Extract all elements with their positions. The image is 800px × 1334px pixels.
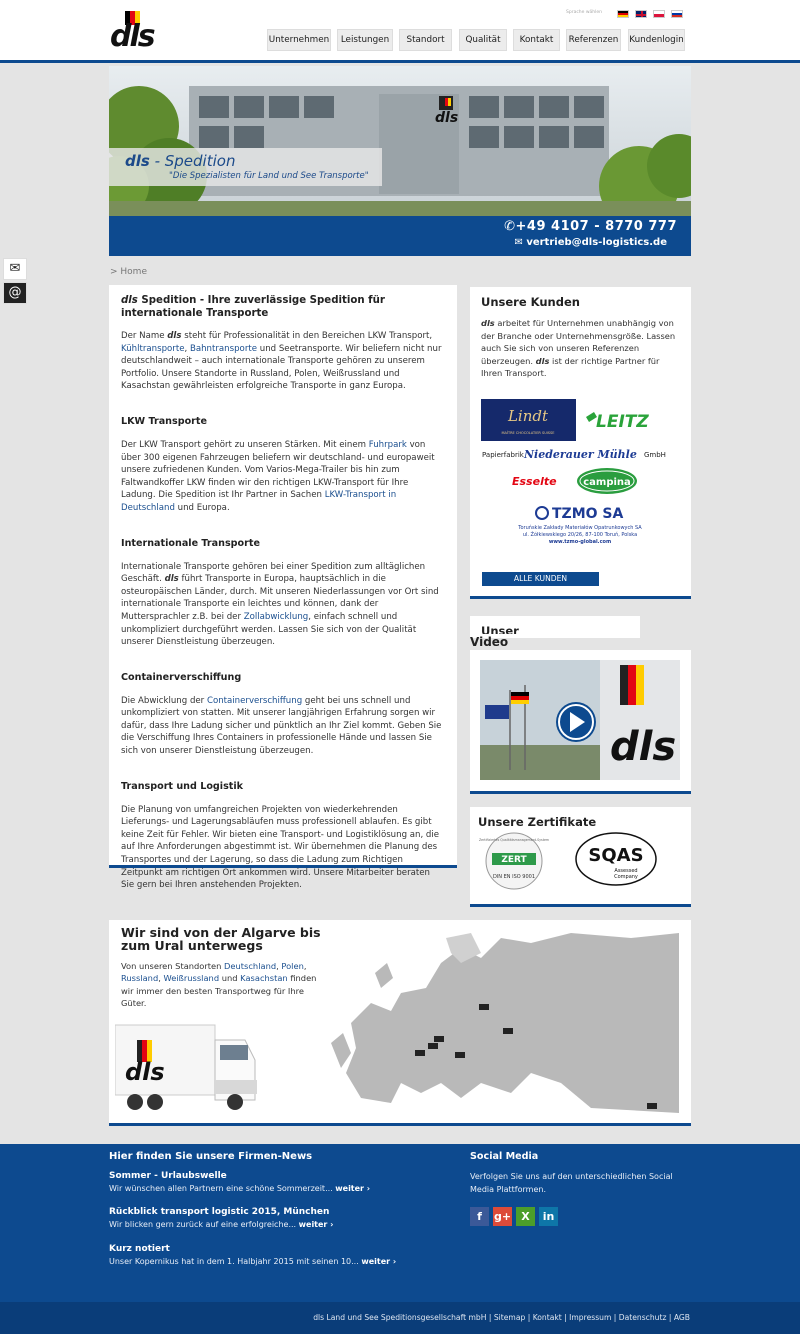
news-title: Hier finden Sie unsere Firmen-News (109, 1151, 313, 1162)
svg-text:Toruńskie Zakłady Materiałów O: Toruńskie Zakłady Materiałów Opatrunkowych SA (518, 525, 642, 531)
inline-link[interactable]: Bahntransporte (189, 343, 258, 354)
nav-standort[interactable]: Standort (399, 29, 452, 51)
news-item (109, 1244, 396, 1266)
mail-icon: ✉ (514, 237, 527, 248)
nav-qualitaet[interactable]: Qualität (459, 29, 507, 51)
all-customers-button[interactable]: ALLE KUNDEN (482, 572, 599, 586)
google-plus-icon[interactable]: g+ (493, 1207, 512, 1226)
hero-building-image (109, 66, 691, 216)
at-contact-icon[interactable]: @ (3, 282, 27, 304)
hero-title: dls - Spedition (125, 152, 236, 170)
inline-link[interactable]: Fuhrpark (368, 439, 407, 450)
text-run: , (158, 973, 164, 984)
section-body (121, 804, 445, 892)
video-title: Video (470, 635, 509, 649)
svg-text:www.tzmo-global.com: www.tzmo-global.com (548, 539, 612, 545)
read-more-link[interactable]: weiter › (361, 1257, 397, 1266)
flag-pl-icon[interactable] (653, 10, 665, 18)
text-run: und Europa. (174, 502, 230, 513)
text-run: finden wir immer den besten Transportweg für Ihre Güter. (121, 973, 317, 1009)
section-body (121, 695, 445, 758)
inline-link[interactable]: Containerverschiffung (206, 695, 303, 706)
kontakt-link[interactable]: Kontakt (532, 1313, 562, 1322)
video-player[interactable] (480, 660, 680, 780)
text-run: arbeitet für Unternehmen unabhängig von der Branche oder Unternehmensgröße. Lassen auch Sie sich von unseren Referenzen überzeugen. (481, 318, 676, 366)
customers-title: Unsere Kunden (481, 295, 580, 309)
language-label: Sprache wählen (566, 10, 603, 15)
brand-text: dls (164, 574, 179, 585)
europe-map[interactable] (331, 933, 679, 1113)
email-address[interactable]: ✉ vertrieb@dls-logistics.de (514, 237, 667, 248)
agb-link[interactable]: AGB (673, 1313, 690, 1322)
inline-link[interactable]: LKW-Transport in Deutschland (121, 490, 397, 513)
video-title-hidden: Unser (481, 624, 519, 634)
read-more-link[interactable]: weiter › (298, 1220, 334, 1229)
news-item (109, 1171, 370, 1193)
main-article (109, 285, 457, 891)
text-run: Die Planung von umfangreichen Projekten von wiederkehrenden Lieferungs- und Lagerungsabläufen muss professionell ablaufen. Es gibt keine Zeit für Fehler. Wir bieten eine Transport- und Logistiklösung an, die auf Ihre Anforderungen abgestimmt ist. Wir übernehmen die Planung des Transportes und der Lagerung, so dass die Ladung zum Richtigen Zeitpunkt am richtigen Ort ankommen wird. Unsere Mitarbeiter beraten Sie gern bei Ihren anstehenden Projekten. (121, 804, 440, 891)
read-more-link[interactable]: weiter › (335, 1184, 371, 1193)
truck-image (115, 1020, 275, 1120)
footer (0, 1144, 800, 1302)
flag-de-icon[interactable] (617, 10, 629, 18)
text-run: ist der richtige Partner für Ihren Transport. (481, 355, 660, 379)
locations-section (109, 920, 691, 1126)
nav-leistungen[interactable]: Leistungen (337, 29, 393, 51)
svg-text:dls: dls (435, 110, 459, 126)
social-media-title: Social Media (470, 1151, 539, 1162)
svg-text:SQAS: SQAS (588, 845, 644, 866)
text-run: , (303, 961, 307, 971)
section-body (121, 439, 445, 515)
nav-kundenlogin[interactable]: Kundenlogin (628, 29, 685, 51)
svg-text:MAÎTRE CHOCOLATIER SUISSE: MAÎTRE CHOCOLATIER SUISSE (501, 431, 555, 435)
certificates-box (470, 807, 691, 907)
svg-text:Esselte: Esselte (512, 475, 557, 488)
news-item-snippet: Unser Kopernikus hat in dem 1. Halbjahr 2015 mit seinen 10... (109, 1257, 359, 1266)
svg-text:Lindt: Lindt (507, 407, 549, 425)
svg-text:dls: dls (610, 724, 677, 770)
section-heading: Containerverschiffung (121, 671, 242, 683)
inline-link[interactable]: Kühltransporte (121, 343, 185, 354)
locations-title: Wir sind von der Algarve bis zum Ural unterwegs (121, 925, 321, 953)
svg-text:Assessed: Assessed (614, 868, 638, 874)
flag-gb-icon[interactable] (635, 10, 647, 18)
text-run: Internationale Transporte gehören bei einer Spedition zum alltäglichen Geschäft. (121, 561, 426, 585)
text-run: steht für Professionalität in den Bereichen LKW Transport, (181, 331, 433, 341)
text-run: , (276, 961, 282, 971)
article-title: dls Spedition - Ihre zuverlässige Spedition für internationale Transporte (121, 295, 385, 319)
text-run: und (219, 973, 241, 984)
phone-number[interactable]: ✆+49 4107 - 8770 777 (504, 219, 677, 234)
certificate-badges (476, 831, 676, 891)
inline-link[interactable]: Deutschland (224, 961, 277, 971)
brand-text: dls (481, 318, 495, 328)
text-run: führt Transporte in Europa, hauptsächlich in die osteuropäischen Länder, durch. Mit unseren Niederlassungen vor Ort sind internationale Transporte ein leichtes und können, dank der Muttersprachler z.B. bei der (121, 574, 439, 622)
inline-link[interactable]: Polen (281, 961, 304, 971)
locations-text (121, 960, 331, 1010)
linkedin-icon[interactable]: in (539, 1207, 558, 1226)
section-heading: LKW Transporte (121, 415, 207, 427)
text-run: Der Name (121, 331, 168, 341)
svg-text:Niederauer Mühle: Niederauer Mühle (524, 448, 637, 461)
hero-subtitle: "Die Spezialisten für Land und See Transporte" (169, 171, 369, 181)
site-header (0, 0, 800, 63)
news-item (109, 1207, 333, 1229)
video-box (470, 650, 691, 794)
svg-text:Company: Company (614, 874, 638, 880)
svg-text:campina: campina (583, 477, 631, 488)
text-run: Der LKW Transport gehört zu unseren Stärken. Mit einem (121, 439, 369, 450)
text-run: , (184, 343, 190, 354)
bottom-links: dls Land und See Speditionsgesellschaft mbH | Sitemap | Kontakt | Impressum | Datenschutz | AGB (313, 1313, 690, 1322)
impressum-link[interactable]: Impressum (569, 1313, 612, 1322)
svg-text:TZMO SA: TZMO SA (552, 506, 624, 522)
hero-caption (109, 148, 382, 186)
svg-text:dls: dls (110, 19, 154, 50)
inline-link[interactable]: Russland (121, 973, 159, 984)
hero-banner (109, 66, 691, 216)
contact-bar (109, 216, 691, 256)
svg-text:dls: dls (125, 1058, 165, 1086)
svg-text:DIN EN ISO 9001: DIN EN ISO 9001 (492, 874, 536, 880)
customers-text (481, 317, 680, 380)
svg-text:ZERT: ZERT (501, 855, 527, 865)
text-run: Von unseren Standorten (121, 961, 225, 971)
text-run: und Seetransporte. Wir beliefern nicht nur deutschlandweit – auch internationale Transporte gehören zu unserem Portfolio. Unsere Standorte in Russland, Polen, Weißrussland und Kasachstan gewährleisten erfolgreiche Transporte in ganz Europa. (121, 343, 442, 392)
text-run: von über 300 eigenen Fahrzeugen beliefern wir deutschland- und europaweit unsere zufriedenen Kunden. Vom Varios-Mega-Trailer bis hin zum Faltwandkoffer LKW finden wir den richtigen LKW-Transport für Ihre Ladung. Die Spedition ist Ihr Partner in Sachen (121, 439, 435, 501)
datenschutz-link[interactable]: Datenschutz (618, 1313, 667, 1322)
news-item-title: Kurz notiert (109, 1244, 170, 1254)
inline-link[interactable]: Zollabwicklung (243, 611, 309, 622)
news-item-title: Sommer - Urlaubswelle (109, 1171, 227, 1181)
social-media-text: Verfolgen Sie uns auf den unterschiedlichen Social Media Plattformen. (470, 1172, 673, 1194)
news-item-title: Rückblick transport logistic 2015, München (109, 1207, 330, 1217)
section-body (121, 561, 445, 649)
section-heading: Transport und Logistik (121, 780, 244, 792)
xing-icon[interactable]: X (516, 1207, 535, 1226)
nav-unternehmen[interactable]: Unternehmen (267, 29, 331, 51)
company-name: dls Land und See Speditionsgesellschaft mbH (313, 1313, 487, 1322)
certificates-title: Unsere Zertifikate (478, 815, 597, 829)
envelope-icon[interactable]: ✉ (3, 258, 27, 280)
brand-text: dls (167, 331, 182, 341)
article-intro (121, 330, 445, 393)
flag-ru-icon[interactable] (671, 10, 683, 18)
inline-link[interactable]: Weißrussland (163, 973, 220, 984)
text-run: geht bei uns schnell und unkompliziert von statten. Mit unserer langjährigen Erfahrung sorgen wir dafür, dass Ihre Ladung sicher und pünktlich an Ihr Ziel kommt. Geben Sie die Verschiffung Ihres Containers in professionelle Hände und lassen Sie sich von unserer Dienstleistung überzeugen. (121, 695, 442, 757)
news-item-snippet: Wir blicken gern zurück auf eine erfolgreiche... (109, 1220, 297, 1229)
customers-box (470, 287, 691, 599)
phone-icon: ✆ (504, 219, 516, 234)
play-icon[interactable] (558, 704, 594, 740)
section-heading: Internationale Transporte (121, 537, 260, 549)
text-run: Die Abwicklung der (121, 695, 207, 706)
nav-kontakt[interactable]: Kontakt (513, 29, 560, 51)
svg-text:GmbH: GmbH (644, 451, 666, 459)
sitemap-link[interactable]: Sitemap (493, 1313, 526, 1322)
breadcrumb: > Home (110, 267, 147, 277)
news-item-snippet: Wir wünschen allen Partnern eine schöne Sommerzeit... (109, 1184, 333, 1193)
svg-text:Zertifiziertes Qualitätsmanage: Zertifiziertes Qualitätsmanagement-System (478, 838, 550, 842)
customer-logos (480, 397, 680, 552)
dls-logo[interactable] (110, 10, 174, 50)
nav-referenzen[interactable]: Referenzen (566, 29, 621, 51)
inline-link[interactable]: Kasachstan (240, 973, 288, 984)
facebook-icon[interactable]: f (470, 1207, 489, 1226)
article-sections (121, 416, 445, 892)
svg-text:LEITZ: LEITZ (596, 412, 649, 432)
svg-text:Papierfabrik: Papierfabrik (482, 451, 524, 459)
bottom-bar (0, 1302, 800, 1334)
brand-text: dls (535, 355, 550, 366)
text-run: , einfach schnell und unkompliziert durchgeführt werden. Lassen Sie sich von der Qualität unserer Dienstleistung überzeugen. (121, 611, 417, 648)
svg-text:ul. Żółkiewskiego 20/26, 87-10: ul. Żółkiewskiego 20/26, 87-100 Toruń, Polska (522, 532, 638, 538)
